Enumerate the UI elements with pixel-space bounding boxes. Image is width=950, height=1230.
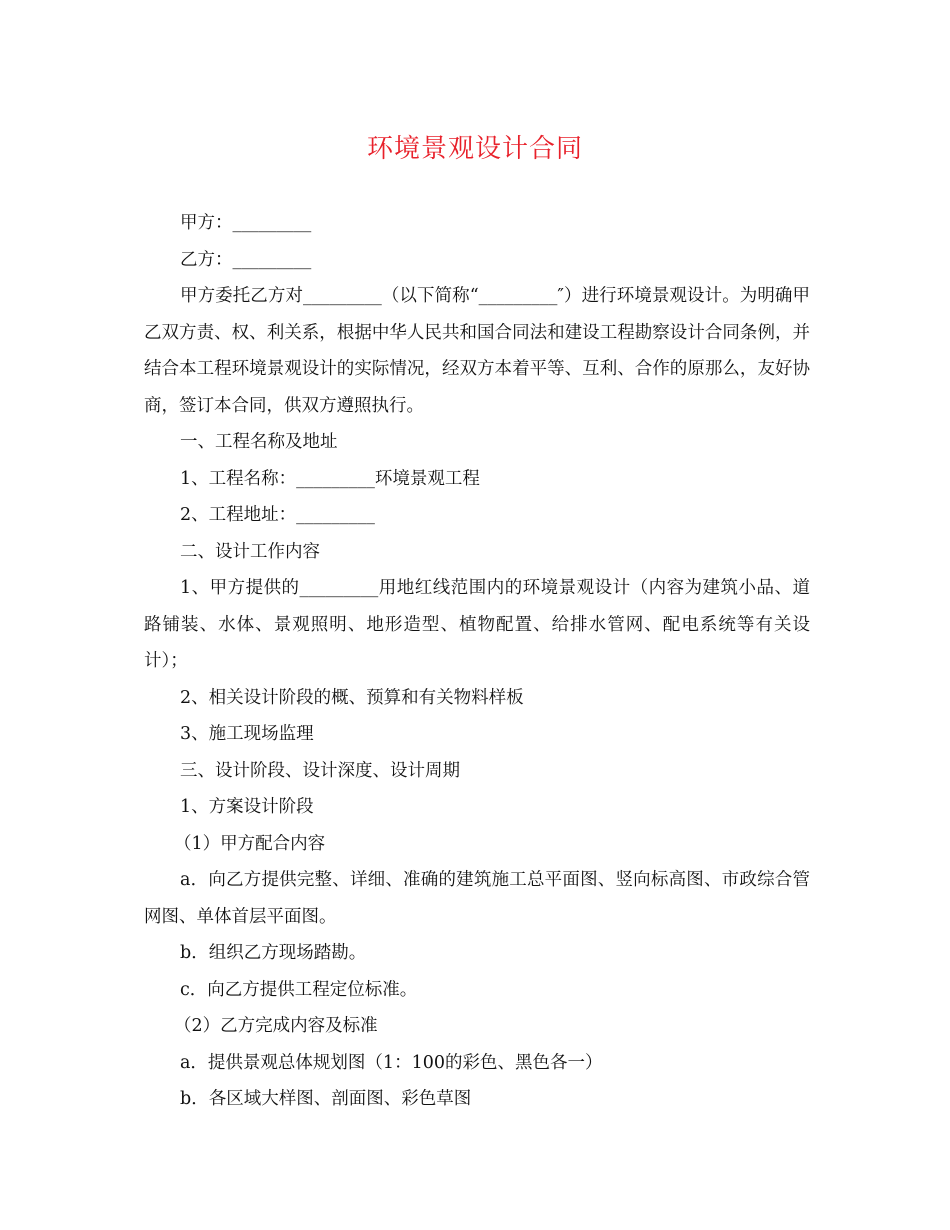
section-heading-1: 一、工程名称及地址 [180, 432, 338, 452]
project-address-line: 2、工程地址：_________ [180, 505, 375, 525]
section-heading-2: 二、设计工作内容 [180, 541, 320, 562]
project-name-line: 1、工程名称：_________环境景观工程 [180, 468, 480, 489]
party-b-line: 乙方：_________ [180, 249, 312, 270]
document-title: 环境景观设计合同 [366, 134, 583, 164]
deliverable-item-a: a．提供景观总体规划图（1：100的彩色、黑色各一） [180, 1052, 603, 1073]
party-a-cooperation-heading: （1）甲方配合内容 [174, 833, 326, 854]
cooperation-item-c: c．向乙方提供工程定位标准。 [180, 979, 418, 1000]
party-a-line: 甲方：_________ [180, 213, 312, 233]
deliverable-item-b: b．各区域大样图、剖面图、彩色草图 [180, 1089, 472, 1109]
design-scope-item-2: 2、相关设计阶段的概、预算和有关物料样板 [180, 687, 524, 708]
cooperation-item-a: a．向乙方提供完整、详细、准确的建筑施工总平面图、竖向标高图、市政综合管网图、单体首层平面图。 [144, 870, 810, 927]
preamble-paragraph: 甲方委托乙方对_________（以下简称“_________″）进行环境景观设计。为明确甲乙双方责、权、利关系，根据中华人民共和国合同法和建设工程勘察设计合同条例，并结合本工程环境景观设计的实际情况，经双方本着平等、互利、合作的原那么，友好协商，签订本合同，供双方遵照执行。 [144, 286, 810, 416]
section-heading-3: 三、设计阶段、设计深度、设计周期 [180, 760, 460, 781]
design-scope-item-3: 3、施工现场监理 [180, 724, 314, 744]
scheme-stage-heading: 1、方案设计阶段 [180, 797, 314, 817]
cooperation-item-b: b．组织乙方现场踏勘。 [180, 943, 367, 963]
document-body [144, 205, 810, 1118]
design-scope-item-1: 1、甲方提供的_________用地红线范围内的环境景观设计（内容为建筑小品、道路铺装、水体、景观照明、地形造型、植物配置、给排水管网、配电系统等有关设计）； [144, 578, 810, 671]
party-b-deliverables-heading: （2）乙方完成内容及标准 [174, 1016, 378, 1036]
